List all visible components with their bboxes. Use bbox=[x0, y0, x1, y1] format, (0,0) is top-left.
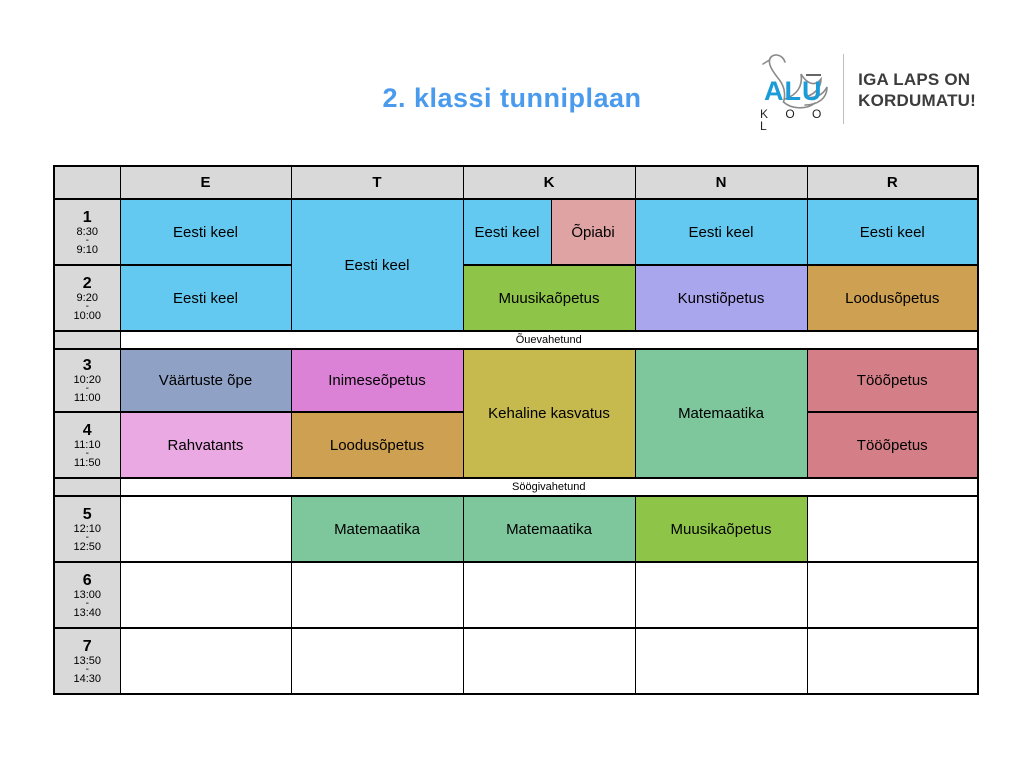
period-cell-7 bbox=[54, 628, 120, 694]
school-logo bbox=[750, 46, 976, 134]
lesson-cell-t1-2: Eesti keel bbox=[291, 199, 463, 331]
lesson-cell-n6-empty bbox=[635, 562, 807, 628]
lesson-cell-t7-empty bbox=[291, 628, 463, 694]
lesson-cell-n7-empty bbox=[635, 628, 807, 694]
lesson-cell-r3: Tööõpetus bbox=[807, 349, 978, 412]
time-separator: - bbox=[85, 383, 89, 394]
lesson-cell-r5-empty bbox=[807, 496, 978, 562]
period-end: 14:30 bbox=[73, 672, 102, 685]
period-end: 11:50 bbox=[73, 456, 101, 469]
time-separator: - bbox=[85, 447, 89, 459]
period-row-1 bbox=[54, 199, 978, 265]
lesson-cell-e4: Rahvatants bbox=[120, 412, 291, 478]
corner-cell bbox=[54, 166, 120, 199]
period-number: 3 bbox=[82, 357, 92, 374]
period-end: 11:00 bbox=[73, 392, 101, 404]
lesson-cell-n3-4: Matemaatika bbox=[635, 349, 807, 478]
period-cell-4 bbox=[54, 412, 120, 478]
break-label-lunch: Söögivahetund bbox=[120, 478, 978, 496]
lesson-cell-e2: Eesti keel bbox=[120, 265, 291, 331]
lesson-cell-t3: Inimeseõpetus bbox=[291, 349, 463, 412]
lesson-cell-n2: Kunstiõpetus bbox=[635, 265, 807, 331]
lesson-cell-e7-empty bbox=[120, 628, 291, 694]
day-header-k: K bbox=[463, 166, 635, 199]
break-row-outdoor bbox=[54, 331, 978, 349]
period-cell-2 bbox=[54, 265, 120, 331]
period-end: 10:00 bbox=[73, 309, 102, 322]
break-row-lunch bbox=[54, 478, 978, 496]
lesson-cell-k6-empty bbox=[463, 562, 635, 628]
lesson-cell-n5: Muusikaõpetus bbox=[635, 496, 807, 562]
period-number: 1 bbox=[82, 208, 92, 226]
lesson-cell-k7-empty bbox=[463, 628, 635, 694]
period-row-3 bbox=[54, 349, 978, 412]
lesson-cell-r6-empty bbox=[807, 562, 978, 628]
logo-slogan bbox=[844, 46, 976, 134]
break-time-cell bbox=[54, 331, 120, 349]
period-number: 7 bbox=[82, 637, 92, 655]
slogan-line-1: IGA LAPS ON bbox=[858, 69, 971, 89]
period-row-7 bbox=[54, 628, 978, 694]
lesson-cell-k3-4: Kehaline kasvatus bbox=[463, 349, 635, 478]
time-separator: - bbox=[85, 234, 89, 246]
period-start: 13:00 bbox=[73, 588, 102, 601]
period-cell-1 bbox=[54, 199, 120, 265]
lesson-cell-t4: Loodusõpetus bbox=[291, 412, 463, 478]
timetable bbox=[53, 165, 979, 695]
period-number: 4 bbox=[82, 421, 92, 439]
period-row-5 bbox=[54, 496, 978, 562]
lesson-cell-k2: Muusikaõpetus bbox=[463, 265, 635, 331]
lesson-cell-r4: Tööõpetus bbox=[807, 412, 978, 478]
day-header-r: R bbox=[807, 166, 978, 199]
lesson-cell-e5-empty bbox=[120, 496, 291, 562]
time-separator: - bbox=[85, 597, 89, 609]
lesson-cell-t5: Matemaatika bbox=[291, 496, 463, 562]
period-cell-3 bbox=[54, 349, 120, 412]
period-number: 2 bbox=[82, 274, 92, 292]
period-number: 6 bbox=[82, 571, 92, 589]
time-separator: - bbox=[85, 300, 89, 312]
slogan-line-2: KORDUMATU! bbox=[858, 91, 976, 110]
period-end: 12:50 bbox=[73, 540, 102, 553]
period-end: 9:10 bbox=[76, 243, 98, 256]
day-header-row bbox=[54, 166, 978, 199]
period-cell-5 bbox=[54, 496, 120, 562]
day-header-n: N bbox=[635, 166, 807, 199]
lesson-cell-n1: Eesti keel bbox=[635, 199, 807, 265]
period-row-6 bbox=[54, 562, 978, 628]
period-start: 10:20 bbox=[73, 374, 102, 386]
page-title: 2. klassi tunniplaan bbox=[382, 83, 642, 113]
lesson-cell-k1b: Õpiabi bbox=[551, 199, 635, 265]
period-row-2 bbox=[54, 265, 978, 331]
lesson-cell-r7-empty bbox=[807, 628, 978, 694]
time-separator: - bbox=[85, 663, 89, 675]
logo-mark bbox=[750, 46, 839, 134]
period-number: 5 bbox=[82, 505, 92, 523]
logo-school-name: ALU bbox=[764, 76, 823, 106]
break-label-outdoor: Õuevahetund bbox=[120, 331, 978, 349]
timetable-container bbox=[53, 165, 979, 695]
lesson-cell-k5: Matemaatika bbox=[463, 496, 635, 562]
lesson-cell-e6-empty bbox=[120, 562, 291, 628]
period-start: 11:10 bbox=[73, 438, 101, 451]
lesson-cell-k1a: Eesti keel bbox=[463, 199, 551, 265]
time-separator: - bbox=[85, 531, 89, 543]
period-end: 13:40 bbox=[73, 606, 102, 619]
period-start: 9:20 bbox=[76, 291, 98, 304]
break-time-cell bbox=[54, 478, 120, 496]
period-start: 8:30 bbox=[76, 225, 98, 238]
day-header-e: E bbox=[120, 166, 291, 199]
period-start: 12:10 bbox=[73, 522, 102, 535]
lesson-cell-r2: Loodusõpetus bbox=[807, 265, 978, 331]
day-header-t: T bbox=[291, 166, 463, 199]
period-cell-6 bbox=[54, 562, 120, 628]
lesson-cell-r1: Eesti keel bbox=[807, 199, 978, 265]
lesson-cell-t6-empty bbox=[291, 562, 463, 628]
lesson-cell-e1: Eesti keel bbox=[120, 199, 291, 265]
period-start: 13:50 bbox=[73, 654, 102, 667]
logo-school-type: K O O L bbox=[760, 107, 829, 133]
lesson-cell-e3: Väärtuste õpe bbox=[120, 349, 291, 412]
